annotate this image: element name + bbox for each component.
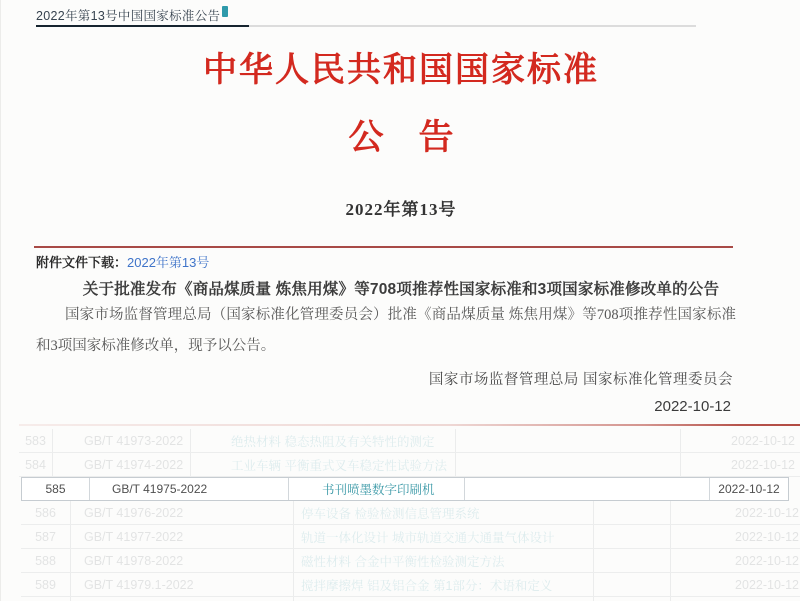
row-title-cell <box>294 549 594 572</box>
row-std-no: GB/T 41976-2022 <box>71 501 294 524</box>
row-seq: 585 <box>22 478 90 500</box>
table-row <box>19 453 800 477</box>
row-std-no: GB/T 41977-2022 <box>71 525 294 548</box>
row-std-no: GB/T 41974-2022 <box>53 453 191 476</box>
row-date: 2022-10-12 <box>718 482 780 496</box>
row-std-no: GB/T 41979.1-2022 <box>71 573 294 596</box>
row-empty-cell <box>594 525 671 548</box>
row-seq: 589 <box>21 573 71 596</box>
row-empty-cell <box>594 549 671 572</box>
row-seq: 586 <box>21 501 71 524</box>
row-seq: 583 <box>19 429 53 452</box>
row-std-no <box>71 597 294 601</box>
table-top-red-line <box>19 424 800 426</box>
row-title: 搅拌摩擦焊 铝及铝合金 第1部分：术语和定义 <box>301 578 553 593</box>
row-title-cell <box>294 501 594 524</box>
attachment-download-link[interactable]: 2022年第13号 <box>127 255 210 270</box>
row-title: 停车设备 检验检测信息管理系统 <box>301 506 480 521</box>
breadcrumb-link[interactable]: 2022年第13号中国国家标准公告 <box>36 9 221 23</box>
row-date: 2022-10-12 <box>735 529 799 544</box>
red-divider-line <box>34 246 733 248</box>
row-date: 2022-10-12 <box>735 505 799 520</box>
standard-title-link[interactable]: 书刊喷墨数字印刷机 <box>322 483 435 497</box>
table-row <box>21 477 789 501</box>
row-std-no: GB/T 41978-2022 <box>71 549 294 572</box>
issuing-authority: 国家市场监督管理总局 国家标准化管理委员会 <box>428 372 733 388</box>
attachment-label: 附件文件下载： <box>36 255 128 270</box>
row-empty-cell <box>594 597 671 601</box>
table-row <box>21 549 800 573</box>
row-date: 2022-10-12 <box>735 577 799 592</box>
row-date: 2022-10-12 <box>731 457 795 472</box>
row-std-no: GB/T 41973-2022 <box>53 429 191 452</box>
table-row <box>21 597 800 601</box>
row-title-cell <box>191 429 456 452</box>
row-date: 2022-10-12 <box>731 433 795 448</box>
breadcrumb <box>36 6 228 25</box>
link-superscript-icon <box>222 6 228 17</box>
row-seq: 587 <box>21 525 71 548</box>
table-row <box>21 525 800 549</box>
row-title-cell <box>294 525 594 548</box>
table-row <box>21 501 800 525</box>
row-empty-cell <box>594 501 671 524</box>
breadcrumb-underline-dark <box>36 25 249 27</box>
document-subtitle: 公 告 <box>348 118 454 157</box>
row-date: 2022-10-12 <box>735 553 799 568</box>
row-empty-cell <box>456 429 681 452</box>
table-row <box>21 573 800 597</box>
row-title: 工业车辆 平衡重式叉车稳定性试验方法 <box>231 458 447 473</box>
notice-heading: 关于批准发布《商品煤质量 炼焦用煤》等708项推荐性国家标准和3项国家标准修改单的公告 <box>82 281 720 298</box>
row-seq <box>21 597 71 601</box>
row-date <box>671 597 800 601</box>
issue-number: 2022年第13号 <box>345 200 457 219</box>
row-std-no: GB/T 41975-2022 <box>90 478 289 500</box>
row-seq: 588 <box>21 549 71 572</box>
row-empty-cell <box>465 478 710 500</box>
row-title-cell <box>191 453 456 476</box>
table-row <box>19 429 800 453</box>
notice-body: 国家市场监督管理总局（国家标准化管理委员会）批准《商品煤质量 炼焦用煤》等708项推荐性国家标准和3项国家标准修改单，现予以公告。 <box>36 307 736 354</box>
issue-date: 2022-10-12 <box>654 398 731 415</box>
row-seq: 584 <box>19 453 53 476</box>
row-title: 轨道一体化设计 城市轨道交通大通量气体设计 <box>301 530 555 545</box>
row-empty-cell <box>456 453 681 476</box>
row-title: 绝热材料 稳态热阻及有关特性的测定 <box>231 434 435 449</box>
row-empty-cell <box>594 573 671 596</box>
attachment-row <box>36 252 209 271</box>
breadcrumb-underline-light <box>249 25 696 27</box>
row-title: 磁性材料 合金中平衡性检验测定方法 <box>301 554 505 569</box>
row-title-cell <box>294 597 594 601</box>
row-title-cell <box>294 573 594 596</box>
document-title: 中华人民共和国国家标准 <box>203 52 599 89</box>
row-title-cell <box>289 478 465 500</box>
